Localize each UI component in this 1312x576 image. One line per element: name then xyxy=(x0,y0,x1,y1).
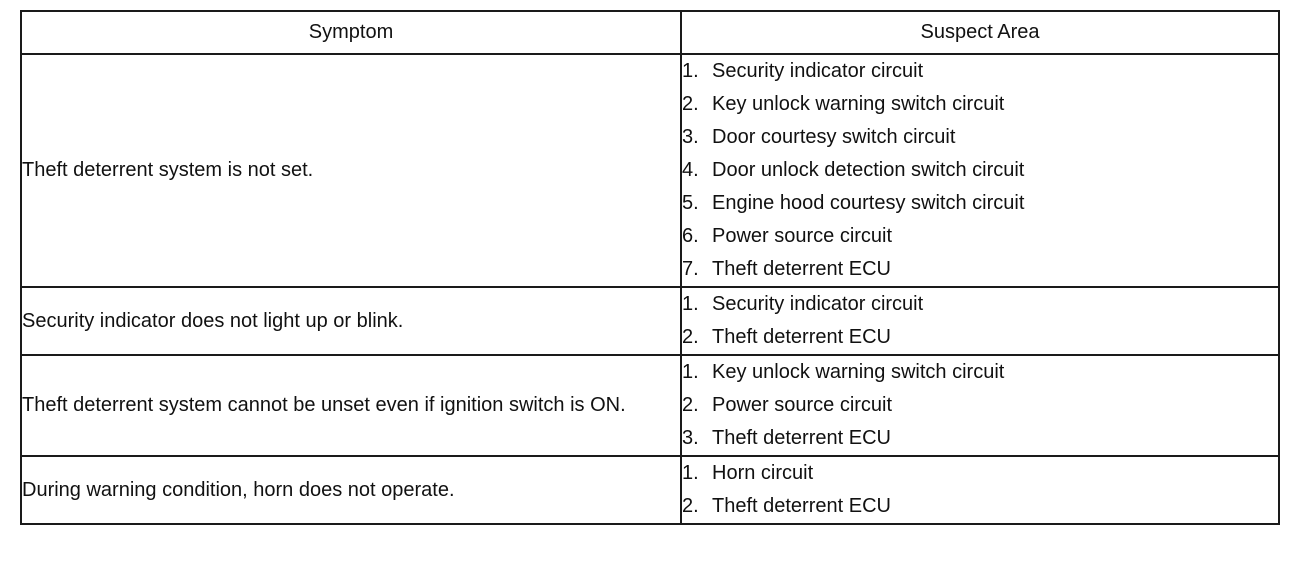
table-row xyxy=(21,355,1279,456)
list-item-number: 2. xyxy=(682,326,699,348)
header-symptom: Symptom xyxy=(21,11,681,54)
table-body xyxy=(21,54,1279,524)
list-item-number: 6. xyxy=(682,225,699,247)
list-item xyxy=(682,356,1278,389)
list-item xyxy=(682,321,1278,354)
list-item-text: Theft deterrent ECU xyxy=(712,326,891,348)
list-item-text: Horn circuit xyxy=(712,462,814,484)
header-suspect-area: Suspect Area xyxy=(681,11,1279,54)
list-item-number: 1. xyxy=(682,361,699,383)
suspect-area-cell xyxy=(681,456,1279,524)
list-item-text: Power source circuit xyxy=(712,225,893,247)
list-item-text: Door unlock detection switch circuit xyxy=(712,159,1025,181)
list-item-number: 1. xyxy=(682,462,699,484)
list-item-text: Key unlock warning switch circuit xyxy=(712,361,1005,383)
list-item xyxy=(682,88,1278,121)
list-item-number: 3. xyxy=(682,427,699,449)
problem-symptoms-table xyxy=(20,10,1280,525)
table-row xyxy=(21,287,1279,355)
list-item-number: 1. xyxy=(682,293,699,315)
list-item xyxy=(682,55,1278,88)
list-item xyxy=(682,121,1278,154)
suspect-area-cell xyxy=(681,287,1279,355)
table-header xyxy=(21,11,1279,54)
list-item xyxy=(682,154,1278,187)
suspect-area-list xyxy=(682,457,1278,523)
symptom-cell: Theft deterrent system cannot be unset even if ignition switch is ON. xyxy=(21,355,681,456)
list-item-number: 7. xyxy=(682,258,699,280)
list-item-number: 2. xyxy=(682,93,699,115)
list-item-text: Theft deterrent ECU xyxy=(712,427,891,449)
suspect-area-list xyxy=(682,356,1278,455)
list-item-text: Engine hood courtesy switch circuit xyxy=(712,192,1025,214)
list-item-number: 4. xyxy=(682,159,699,181)
list-item-text: Theft deterrent ECU xyxy=(712,495,891,517)
suspect-area-cell xyxy=(681,355,1279,456)
list-item xyxy=(682,253,1278,286)
list-item xyxy=(682,490,1278,523)
list-item xyxy=(682,187,1278,220)
list-item-text: Security indicator circuit xyxy=(712,60,924,82)
table-row xyxy=(21,456,1279,524)
list-item-text: Door courtesy switch circuit xyxy=(712,126,956,148)
list-item-number: 2. xyxy=(682,394,699,416)
list-item xyxy=(682,389,1278,422)
list-item-number: 5. xyxy=(682,192,699,214)
list-item-number: 3. xyxy=(682,126,699,148)
suspect-area-list xyxy=(682,288,1278,354)
list-item xyxy=(682,422,1278,455)
symptom-cell: During warning condition, horn does not operate. xyxy=(21,456,681,524)
list-item xyxy=(682,220,1278,253)
table-row xyxy=(21,54,1279,287)
header-row xyxy=(21,11,1279,54)
list-item xyxy=(682,288,1278,321)
list-item-text: Security indicator circuit xyxy=(712,293,924,315)
list-item xyxy=(682,457,1278,490)
list-item-text: Theft deterrent ECU xyxy=(712,258,891,280)
symptom-cell: Security indicator does not light up or blink. xyxy=(21,287,681,355)
list-item-number: 2. xyxy=(682,495,699,517)
list-item-text: Key unlock warning switch circuit xyxy=(712,93,1005,115)
suspect-area-list xyxy=(682,55,1278,286)
suspect-area-cell xyxy=(681,54,1279,287)
symptom-cell: Theft deterrent system is not set. xyxy=(21,54,681,287)
list-item-text: Power source circuit xyxy=(712,394,893,416)
list-item-number: 1. xyxy=(682,60,699,82)
